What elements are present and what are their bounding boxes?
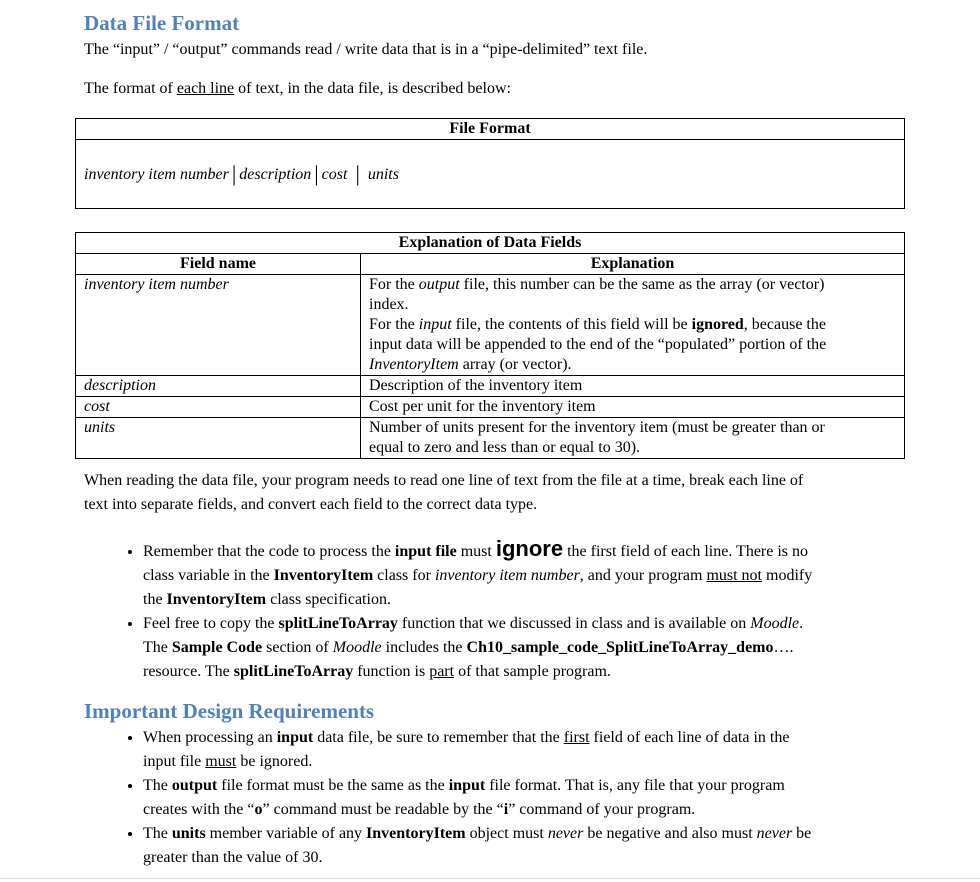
explanation-cell: Number of units present for the inventory item (must be greater than or equal to zero and less than or equal to 30). xyxy=(361,418,905,459)
table-row xyxy=(76,418,905,459)
explanation-cell: Cost per unit for the inventory item xyxy=(361,397,905,418)
file-format-line: inventory item number | description | cost | units xyxy=(76,140,905,209)
list-item: • Remember that the code to process the input file must ignore the first field of each line. There is no class variable in the InventoryItem class for inventory item number, and your program must not modify the InventoryItem class specification. xyxy=(143,537,812,612)
table-row xyxy=(76,376,905,397)
file-format-header: File Format xyxy=(76,119,905,140)
list-item: • When processing an input data file, be sure to remember that the first field of each line of data in the input file must be ignored. xyxy=(143,726,811,774)
explanation-table-title: Explanation of Data Fields xyxy=(76,233,905,254)
field-name-cell: description xyxy=(76,376,361,397)
reading-paragraph-line1: When reading the data file, your program needs to read one line of text from the file at a time, break each line of xyxy=(84,472,804,489)
column-header-field-name: Field name xyxy=(76,254,361,275)
list-item: • The units member variable of any InventoryItem object must never be negative and also must never be greater than the value of 30. xyxy=(143,822,811,870)
field-name-cell: cost xyxy=(76,397,361,418)
file-format-table xyxy=(75,118,905,209)
notes-list xyxy=(120,537,812,684)
list-item: • Feel free to copy the splitLineToArray function that we discussed in class and is available on Moodle. The Sample Code section of Moodle includes the Ch10_sample_code_SplitLineToArray_demo…. resource. The splitLineToArray function is part of that sample program. xyxy=(143,612,812,684)
requirements-list xyxy=(120,726,811,870)
table-row xyxy=(76,397,905,418)
section-title-data-file-format: Data File Format xyxy=(84,11,240,35)
column-header-explanation: Explanation xyxy=(361,254,905,275)
explanation-cell: Description of the inventory item xyxy=(361,376,905,397)
field-name-cell: inventory item number xyxy=(76,275,361,376)
field-name-cell: units xyxy=(76,418,361,459)
intro-paragraph: The “input” / “output” commands read / write data that is in a “pipe-delimited” text file. xyxy=(84,41,648,58)
table-row xyxy=(76,275,905,376)
explanation-cell: For the output file, this number can be the same as the array (or vector) index. For the input file, the contents of this field will be ignored, because the input data will be appended to the end of the “populated” portion of the InventoryItem array (or vector). xyxy=(361,275,905,376)
page-bottom-divider xyxy=(0,878,980,879)
section-title-design-requirements: Important Design Requirements xyxy=(84,699,375,723)
list-item: • The output file format must be the same as the input file format. That is, any file that your program creates with the “o” command must be readable by the “i” command of your program. xyxy=(143,774,811,822)
reading-paragraph-line2: text into separate fields, and convert each field to the correct data type. xyxy=(84,496,538,513)
explanation-table xyxy=(75,232,905,459)
format-description: The format of each line of text, in the data file, is described below: xyxy=(84,80,511,97)
